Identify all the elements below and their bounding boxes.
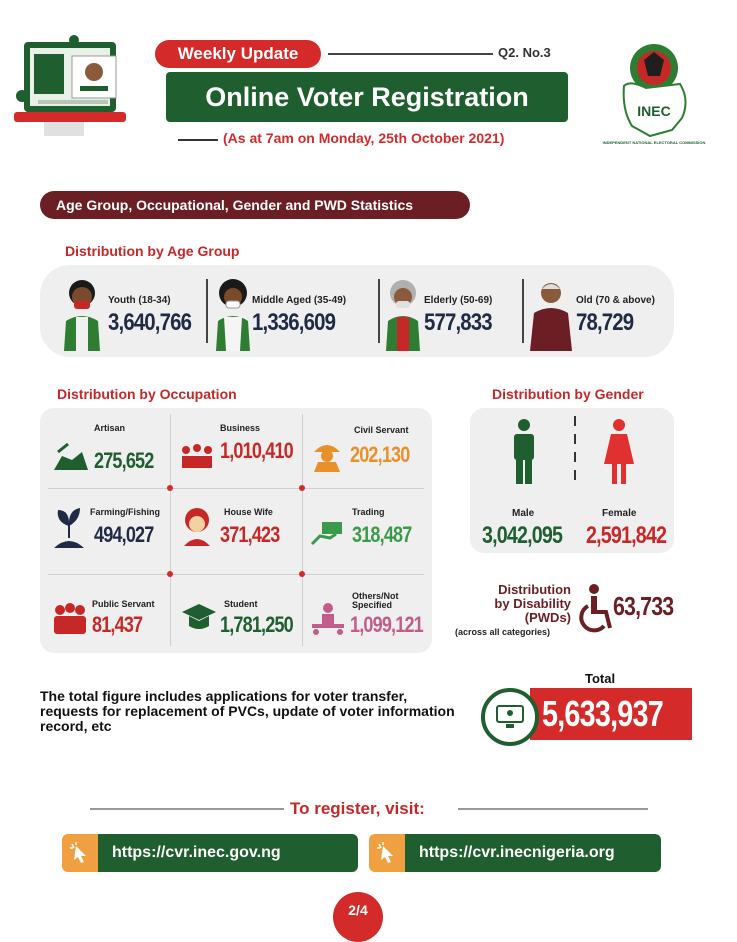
computer-icon xyxy=(495,704,525,730)
others-icon xyxy=(310,602,346,636)
occupation-label: Business xyxy=(220,423,261,433)
occupation-value: 81,437 xyxy=(92,612,143,637)
occupation-item-artisan xyxy=(52,420,180,500)
age-value: 3,640,766 xyxy=(108,309,192,336)
total-value: 5,633,937 xyxy=(542,693,663,734)
issue-number: Q2. No.3 xyxy=(498,45,551,60)
total-icon-circle xyxy=(481,688,539,746)
occupation-value: 1,781,250 xyxy=(220,612,293,637)
age-item-middle-aged xyxy=(212,265,378,357)
registration-url-1[interactable]: https://cvr.inec.gov.ng xyxy=(98,834,358,872)
occupation-value: 318,487 xyxy=(352,522,412,547)
gender-distribution-panel xyxy=(470,408,674,553)
old-person-icon xyxy=(528,277,574,351)
occupation-label: Farming/Fishing xyxy=(90,507,161,517)
occupation-item-business xyxy=(180,420,308,500)
public-servant-icon xyxy=(52,602,88,634)
occupation-value: 494,027 xyxy=(94,522,154,547)
divider xyxy=(206,279,208,343)
male-icon xyxy=(510,418,538,484)
occupation-value: 1,010,410 xyxy=(220,438,293,463)
occupation-value: 1,099,121 xyxy=(350,612,423,637)
occupation-item-trading xyxy=(310,504,438,584)
age-distribution-title: Distribution by Age Group xyxy=(65,243,240,259)
occupation-item-civil-servant xyxy=(310,420,438,500)
occupation-item-house-wife xyxy=(180,504,308,584)
age-label: Youth (18-34) xyxy=(108,295,171,306)
age-item-elderly xyxy=(384,265,520,357)
trading-icon xyxy=(310,520,346,546)
female-icon xyxy=(602,418,636,484)
weekly-update-badge: Weekly Update xyxy=(155,40,321,68)
occupation-label: Artisan xyxy=(94,423,126,433)
farming-icon xyxy=(52,504,86,548)
cursor-click-icon xyxy=(62,834,98,872)
occupation-value: 275,652 xyxy=(94,448,154,473)
occupation-label: Specified xyxy=(352,600,393,610)
divider xyxy=(378,279,380,343)
house-wife-icon xyxy=(180,506,214,546)
pwd-title-line: (PWDs) xyxy=(524,610,571,625)
registration-link-2[interactable] xyxy=(369,834,661,872)
age-value: 78,729 xyxy=(576,309,634,336)
divider xyxy=(90,808,284,810)
age-label: Elderly (50-69) xyxy=(424,295,493,306)
wheelchair-icon xyxy=(576,584,612,634)
business-icon xyxy=(180,440,214,470)
gender-divider xyxy=(572,416,578,488)
logo-text: INEC xyxy=(637,103,671,119)
male-value: 3,042,095 xyxy=(482,522,563,549)
occupation-label: Civil Servant xyxy=(354,425,409,435)
youth-icon xyxy=(60,277,104,351)
divider xyxy=(178,139,218,141)
page-title: Online Voter Registration xyxy=(166,72,568,122)
section-heading: Age Group, Occupational, Gender and PWD Statistics xyxy=(40,191,470,219)
divider xyxy=(328,53,493,55)
pwd-note: (across all categories) xyxy=(455,627,551,637)
registration-url-2[interactable]: https://cvr.inecnigeria.org xyxy=(405,834,661,872)
middle-aged-icon xyxy=(214,277,252,351)
page-number: 2/4 xyxy=(333,892,383,942)
pwd-title xyxy=(463,583,571,625)
as-at-date: (As at 7am on Monday, 25th October 2021) xyxy=(223,130,505,146)
occupation-value: 202,130 xyxy=(350,442,410,467)
pwd-title-line: Distribution xyxy=(498,582,571,597)
divider xyxy=(458,808,648,810)
age-distribution-panel xyxy=(40,265,674,357)
online-registration-illustration xyxy=(14,34,144,146)
occupation-item-farming xyxy=(52,504,180,584)
occupation-distribution-panel xyxy=(40,408,432,653)
age-value: 1,336,609 xyxy=(252,309,336,336)
age-item-youth xyxy=(56,265,206,357)
age-label: Middle Aged (35-49) xyxy=(252,295,347,306)
pwd-value: 63,733 xyxy=(613,591,674,621)
occupation-item-student xyxy=(180,586,308,666)
occupation-distribution-title: Distribution by Occupation xyxy=(57,386,237,402)
elderly-icon xyxy=(384,277,422,351)
divider xyxy=(522,279,524,343)
total-note: The total figure includes applications for voter transfer, requests for replacement of PVCs, update of voter information record, etc xyxy=(40,688,455,734)
age-label: Old (70 & above) xyxy=(576,295,655,306)
female-label: Female xyxy=(602,508,637,519)
civil-servant-icon xyxy=(310,438,344,472)
artisan-icon xyxy=(52,442,90,472)
pwd-title-line: by Disability xyxy=(494,596,571,611)
total-value-box xyxy=(530,688,692,740)
occupation-value: 371,423 xyxy=(220,522,280,547)
gender-distribution-title: Distribution by Gender xyxy=(492,386,644,402)
occupation-label: House Wife xyxy=(224,507,273,517)
occupation-label: Student xyxy=(224,599,258,609)
cursor-click-icon xyxy=(369,834,405,872)
registration-link-1[interactable] xyxy=(62,834,358,872)
total-label: Total xyxy=(585,671,616,686)
occupation-item-public-servant xyxy=(52,586,180,666)
logo-subtext: INDEPENDENT NATIONAL ELECTORAL COMMISSION xyxy=(602,140,706,145)
age-item-old xyxy=(528,265,668,357)
inec-logo xyxy=(602,40,706,150)
register-prompt: To register, visit: xyxy=(290,799,425,818)
student-icon xyxy=(180,604,218,632)
occupation-label: Public Servant xyxy=(92,599,155,609)
occupation-label: Trading xyxy=(352,507,385,517)
occupation-item-others xyxy=(310,586,438,666)
male-label: Male xyxy=(512,508,535,519)
occupation-label: Others/Not xyxy=(352,591,399,601)
female-value: 2,591,842 xyxy=(586,522,667,549)
age-value: 577,833 xyxy=(424,309,492,336)
